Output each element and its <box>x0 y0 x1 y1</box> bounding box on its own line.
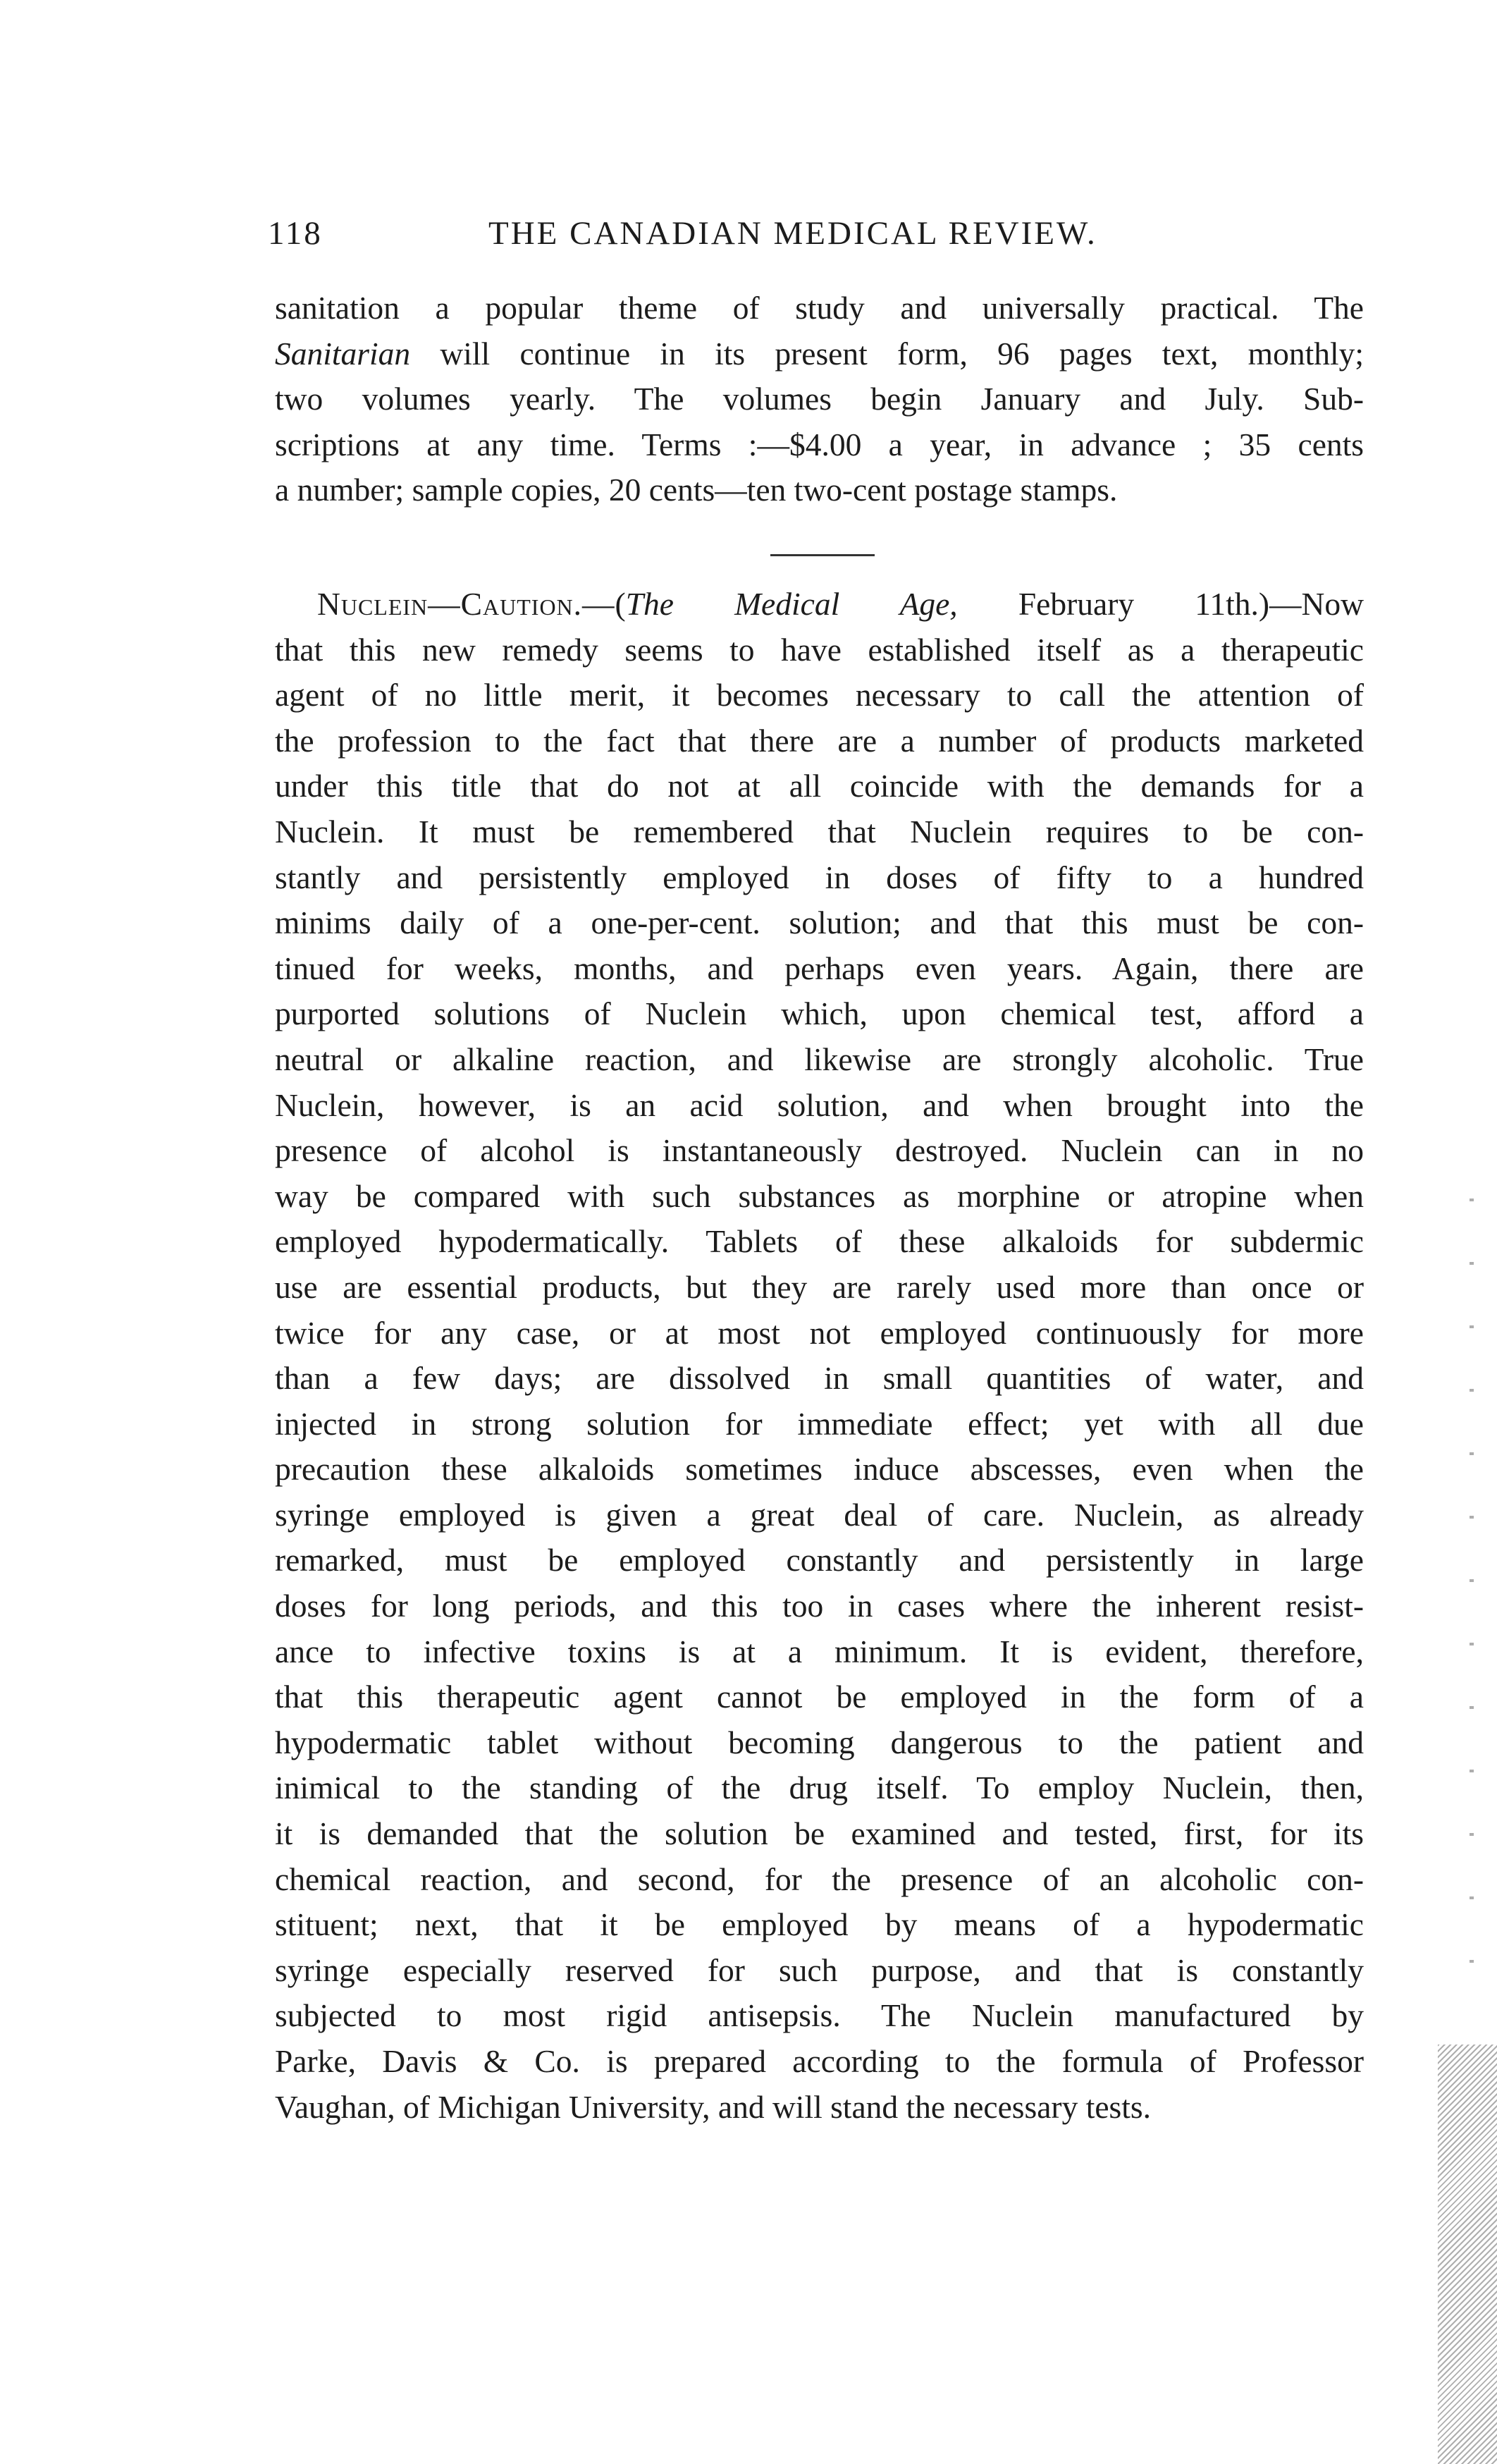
text-line: stituent; next, that it be employed by means of a hypodermatic <box>275 1906 1364 1943</box>
text-line: Vaughan, of Michigan University, and will stand the necessary tests. <box>275 2088 1151 2125</box>
text-line: that this therapeutic agent cannot be employed in the form of a <box>275 1679 1364 1715</box>
text-line: remarked, must be employed constantly and persistently in large <box>275 1542 1364 1579</box>
scan-edge-texture <box>1438 2045 1497 2464</box>
text-line: use are essential products, but they are rarely used more than once or <box>275 1268 1364 1305</box>
text-line: that this new remedy seems to have established itself as a therapeutic <box>275 631 1364 668</box>
text-span: sanitation a popular theme of study and universally practical. The <box>275 290 1364 326</box>
text-line <box>275 331 1364 377</box>
text-line <box>275 467 1364 513</box>
nuclein-paragraph <box>275 582 1364 2130</box>
text-line: injected in strong solution for immediate effect; yet with all due <box>275 1405 1364 1442</box>
text-line: inimical to the standing of the drug itself. To employ Nuclein, then, <box>275 1770 1364 1806</box>
text-line: doses for long periods, and this too in cases where the inherent resist- <box>275 1588 1364 1624</box>
sanitarian-title: Sanitarian <box>275 335 411 372</box>
section-heading: Nuclein—Caution.— <box>317 586 615 622</box>
text-line: neutral or alkaline reaction, and likewise are strongly alcoholic. True <box>275 1041 1364 1077</box>
text-line: syringe employed is given a great deal of care. Nuclein, as already <box>275 1496 1364 1533</box>
text-line <box>275 286 1364 331</box>
text-line: hypodermatic tablet without becoming dangerous to the patient and <box>275 1724 1364 1760</box>
text-line: under this title that do not at all coincide with the demands for a <box>275 768 1364 804</box>
text-span: will continue in its present form, 96 pages text, monthly; <box>410 335 1364 372</box>
journal-title: THE CANADIAN MEDICAL REVIEW. <box>488 215 1097 252</box>
source-open: ( <box>615 586 626 622</box>
text-span: a number; sample copies, 20 cents—ten two-cent postage stamps. <box>275 472 1118 508</box>
text-line: Parke, Davis & Co. is prepared according to the formula of Professor <box>275 2043 1364 2079</box>
scan-margin-specks <box>1470 1199 1474 2009</box>
text-line: the profession to the fact that there are a number of products marketed <box>275 722 1364 759</box>
text-line: than a few days; are dissolved in small quantities of water, and <box>275 1360 1364 1397</box>
text-line: precaution these alkaloids sometimes induce abscesses, even when the <box>275 1451 1364 1488</box>
text-line: way be compared with such substances as morphine or atropine when <box>275 1177 1364 1214</box>
text-line: purported solutions of Nuclein which, upon chemical test, afford a <box>275 995 1364 1032</box>
running-head <box>268 214 1184 264</box>
section-divider <box>770 554 875 556</box>
text-span: scriptions at any time. Terms :—$4.00 a year, in advance ; 35 cents <box>275 426 1364 462</box>
text-line: ance to infective toxins is at a minimum. It is evident, therefore, <box>275 1633 1364 1669</box>
sanitarian-paragraph <box>275 286 1364 513</box>
text-line: stantly and persistently employed in doses of fifty to a hundred <box>275 859 1364 895</box>
text-line: Nuclein, however, is an acid solution, and when brought into the <box>275 1086 1364 1123</box>
text-line: agent of no little merit, it becomes necessary to call the attention of <box>275 677 1364 713</box>
source-journal: The Medical Age, <box>625 586 958 622</box>
text-line <box>275 422 1364 468</box>
text-line: chemical reaction, and second, for the presence of an alcoholic con- <box>275 1861 1364 1897</box>
text-line: syringe especially reserved for such purpose, and that is constantly <box>275 1951 1364 1988</box>
text-line: Nuclein. It must be remembered that Nuclein requires to be con- <box>275 813 1364 850</box>
text-line: employed hypodermatically. Tablets of these alkaloids for subdermic <box>275 1223 1364 1260</box>
text-line: twice for any case, or at most not employed continuously for more <box>275 1314 1364 1351</box>
text-line: presence of alcohol is instantaneously destroyed. Nuclein can in no <box>275 1132 1364 1169</box>
text-line: subjected to most rigid antisepsis. The Nuclein manufactured by <box>275 1997 1364 2034</box>
text-span: two volumes yearly. The volumes begin January and July. Sub- <box>275 381 1364 417</box>
text-line: tinued for weeks, months, and perhaps even years. Again, there are <box>275 950 1364 986</box>
page-number: 118 <box>268 215 323 252</box>
text-line: minims daily of a one-per-cent. solution; and that this must be con- <box>275 905 1364 941</box>
source-date: February 11th.)—Now <box>957 586 1364 622</box>
text-line <box>275 376 1364 422</box>
text-line <box>275 582 1364 627</box>
text-line: it is demanded that the solution be examined and tested, first, for its <box>275 1815 1364 1852</box>
